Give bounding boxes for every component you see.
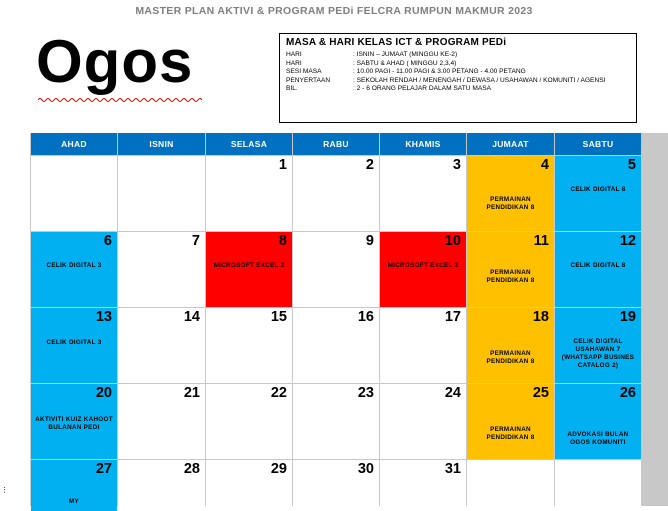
day-header-jumaat: JUMAAT: [467, 133, 554, 155]
day-number: 18: [532, 309, 549, 325]
calendar-day-cell: [31, 232, 117, 307]
calendar-day-cell: [555, 156, 641, 231]
calendar-day-cell: [118, 308, 205, 383]
day-header-khamis: KHAMIS: [380, 133, 466, 155]
event-label: CELIK DIGITAL 8: [570, 186, 626, 193]
event-label: MICROSOFT EXCEL 2: [387, 262, 459, 269]
day-number: 4: [540, 157, 549, 173]
event-label: MY: [68, 498, 80, 505]
info-value: : 10.00 PAGI - 11.00 PAGI & 3.00 PETANG - 4.00 PETANG: [353, 68, 526, 76]
day-number: 28: [183, 461, 200, 477]
calendar-day-cell: [467, 156, 554, 231]
day-number: 21: [183, 385, 200, 401]
calendar-day-cell: [293, 384, 379, 459]
day-number: 22: [270, 385, 287, 401]
day-number: 30: [357, 461, 374, 477]
calendar-day-cell: [293, 460, 379, 511]
calendar-day-cell: [31, 384, 117, 459]
info-box: [279, 33, 637, 123]
spellcheck-underline: [38, 97, 203, 103]
event-label: AKTIVITI KUIZ KAHOOT BULANAN PEDI: [35, 416, 113, 431]
info-value: : SEKOLAH RENDAH / MENENGAH / DEWASA / USAHAWAN / KOMUNITI / AGENSI: [353, 76, 606, 84]
info-label: PENYERTAAN: [286, 76, 331, 84]
info-row: [286, 51, 630, 60]
calendar-day-cell: [555, 460, 641, 511]
calendar-day-cell: [467, 460, 554, 511]
day-number: 9: [365, 233, 374, 249]
day-header-isnin: ISNIN: [118, 133, 205, 155]
info-row: [286, 77, 630, 86]
calendar-day-cell: [118, 232, 205, 307]
calendar-day-cell: [555, 384, 641, 459]
day-number: 8: [278, 233, 287, 249]
calendar-day-cell: [467, 232, 554, 307]
event-label: PERMAINAN PENDIDIKAN 8: [486, 426, 535, 441]
calendar-day-cell: [467, 308, 554, 383]
calendar-day-cell: [31, 460, 117, 511]
calendar-day-cell: [380, 232, 466, 307]
info-label: SESI MASA: [286, 68, 322, 76]
calendar-day-cell: [380, 308, 466, 383]
info-label: HARI: [286, 51, 302, 58]
calendar-day-cell: [380, 156, 466, 231]
event-label: CELIK DIGITAL USAHAWAN 7 (WHATSAPP BUSINES CATALOG 2): [561, 338, 635, 369]
day-number: 5: [627, 157, 636, 173]
day-number: 17: [444, 309, 461, 325]
day-number: 1: [278, 157, 287, 173]
calendar-day-cell: [118, 460, 205, 511]
event-label: MICROSOFT EXCEL 2: [213, 262, 285, 269]
day-number: 12: [619, 233, 636, 249]
day-number: 14: [183, 309, 200, 325]
calendar-day-cell: [206, 232, 292, 307]
day-number: 20: [95, 385, 112, 401]
calendar-day-cell: [380, 460, 466, 511]
day-number: 2: [365, 157, 374, 173]
day-number: 3: [452, 157, 461, 173]
calendar-day-cell: [206, 308, 292, 383]
day-number: 27: [95, 461, 112, 477]
day-number: 26: [619, 385, 636, 401]
calendar-day-cell: [293, 308, 379, 383]
day-header-selasa: SELASA: [206, 133, 292, 155]
day-number: 16: [357, 309, 374, 325]
event-label: CELIK DIGITAL 3: [46, 262, 102, 269]
calendar-day-cell: [380, 384, 466, 459]
event-label: PERMAINAN PENDIDIKAN 8: [486, 196, 535, 211]
calendar-day-cell: [31, 156, 117, 231]
info-value: : 2 - 6 ORANG PELAJAR DALAM SATU MASA: [353, 85, 492, 93]
document-title: MASTER PLAN AKTIVI & PROGRAM PEDi FELCRA RUMPUN MAKMUR 2023: [135, 5, 533, 17]
calendar-day-cell: [467, 384, 554, 459]
day-number: 15: [270, 309, 287, 325]
calendar-day-cell: [118, 384, 205, 459]
day-number: 10: [444, 233, 461, 249]
info-row: [286, 68, 630, 77]
info-value: : ISNIN – JUMAAT (MINGGU KE-2): [353, 51, 458, 58]
calendar-day-cell: [293, 232, 379, 307]
calendar-day-cell: [206, 156, 292, 231]
day-number: 25: [532, 385, 549, 401]
calendar-day-cell: [555, 308, 641, 383]
info-label: BIL.: [286, 85, 298, 93]
event-label: CELIK DIGITAL 8: [570, 262, 626, 269]
day-number: 11: [533, 233, 549, 249]
day-header-ahad: AHAD: [31, 133, 117, 155]
day-number: 7: [191, 233, 200, 249]
info-value: : SABTU & AHAD ( MINGGU 2,3,4): [353, 59, 457, 67]
event-label: ADVOKASI BULAN OGOS KOMUNITI: [567, 431, 629, 446]
day-header-rabu: RABU: [293, 133, 379, 155]
calendar-day-cell: [118, 156, 205, 231]
day-header-sabtu: SABTU: [555, 133, 641, 155]
day-number: 19: [619, 309, 636, 325]
day-number: 23: [357, 385, 374, 401]
info-label: HARI: [286, 59, 302, 67]
event-label: CELIK DIGITAL 3: [46, 339, 102, 346]
margin-mark: ⋮: [1, 487, 8, 494]
calendar-day-cell: [31, 308, 117, 383]
calendar-day-cell: [555, 232, 641, 307]
info-row: [286, 85, 630, 94]
calendar-day-cell: [206, 460, 292, 511]
calendar-grid: [30, 133, 668, 506]
calendar-day-cell: [293, 156, 379, 231]
calendar-day-cell: [206, 384, 292, 459]
event-label: PERMAINAN PENDIDIKAN 8: [486, 350, 535, 365]
day-number: 31: [444, 461, 461, 477]
day-number: 24: [444, 385, 461, 401]
day-number: 13: [95, 309, 112, 325]
event-label: PERMAINAN PENDIDIKAN 8: [486, 269, 535, 284]
info-heading: MASA & HARI KELAS ICT & PROGRAM PEDi: [286, 37, 507, 48]
day-number: 29: [270, 461, 287, 477]
day-number: 6: [103, 233, 112, 249]
month-title: Ogos: [36, 28, 194, 95]
info-row: [286, 60, 630, 69]
